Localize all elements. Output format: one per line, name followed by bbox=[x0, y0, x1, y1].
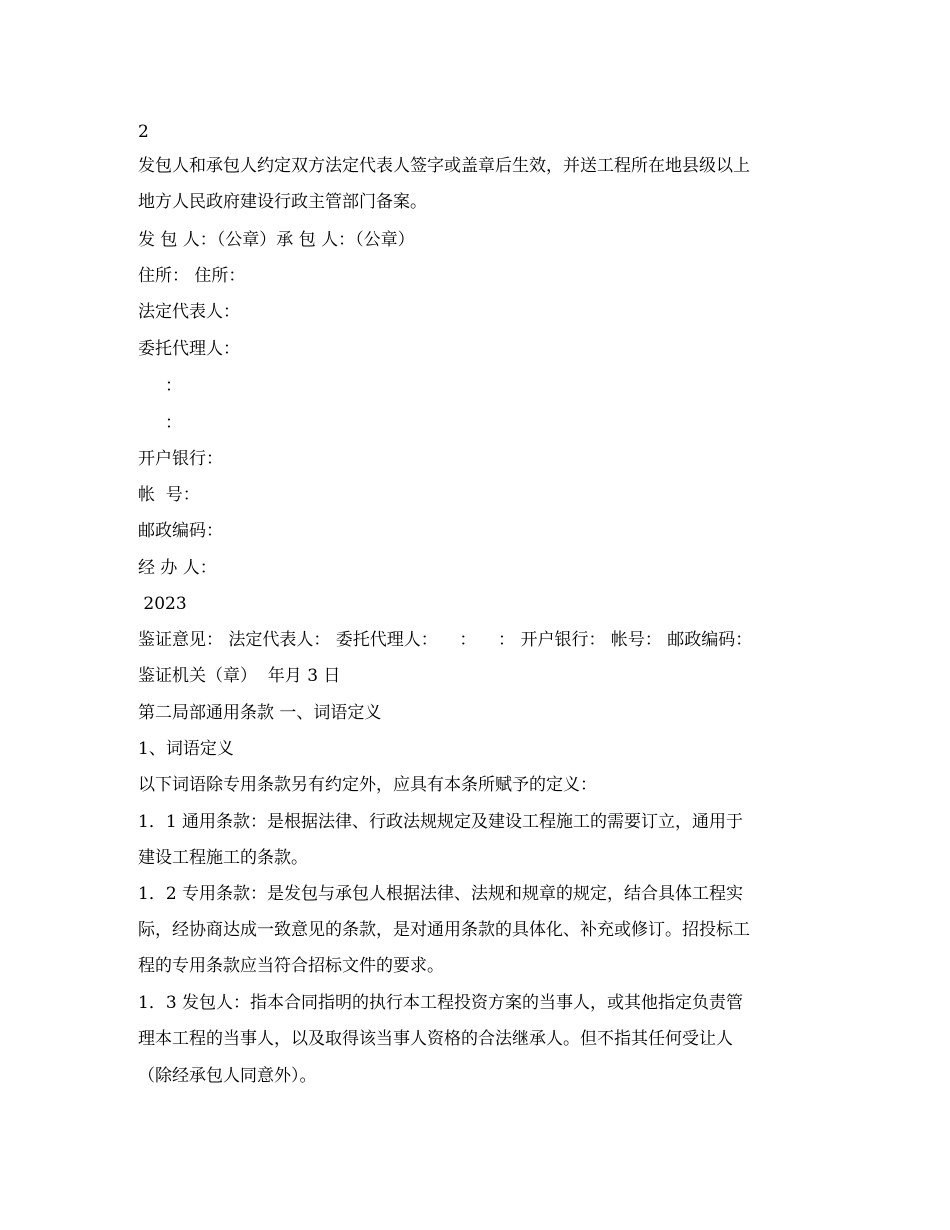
paragraph-line: 以下词语除专用条款另有约定外，应具有本条所赋予的定义： bbox=[138, 775, 597, 795]
authorized-agent-line: 委托代理人： bbox=[138, 339, 240, 359]
clause-line: 程的专用条款应当符合招标文件的要求。 bbox=[138, 956, 444, 976]
clause-line: 1．2 专用条款：是发包与承包人根据法律、法规和规章的规定，结合具体工程实 bbox=[138, 884, 744, 904]
blank-colon-line: ： bbox=[138, 413, 183, 433]
bank-line: 开户银行： bbox=[138, 449, 223, 469]
paragraph-line: 地方人民政府建设行政主管部门备案。 bbox=[138, 192, 427, 212]
clause-line: 1．3 发包人：指本合同指明的执行本工程投资方案的当事人，或其他指定负责管 bbox=[138, 993, 744, 1013]
postal-code-line: 邮政编码： bbox=[138, 521, 223, 541]
paragraph-line: 发包人和承包人约定双方法定代表人签字或盖章后生效，并送工程所在地县级以上 bbox=[138, 156, 750, 176]
address-line: 住所： 住所： bbox=[138, 266, 246, 286]
clause-line: 1．1 通用条款：是根据法律、行政法规规定及建设工程施工的需要订立，通用于 bbox=[138, 812, 744, 832]
subsection-heading: 1、词语定义 bbox=[138, 739, 234, 759]
section-heading: 第二局部通用条款 一、词语定义 bbox=[138, 703, 382, 723]
page-number: 2 bbox=[138, 122, 149, 142]
signature-party-line: 发 包 人：（公章）承 包 人：（公章） bbox=[138, 230, 415, 250]
blank-colon-line: ： bbox=[138, 376, 183, 396]
clause-line: 际，经协商达成一致意见的条款，是对通用条款的具体化、补充或修订。招投标工 bbox=[138, 920, 750, 940]
clause-line: （除经承包人同意外）。 bbox=[138, 1066, 317, 1086]
account-line: 帐 号： bbox=[138, 485, 200, 505]
year-line: 2023 bbox=[138, 594, 187, 614]
legal-representative-line: 法定代表人： bbox=[138, 302, 240, 322]
clause-line: 理本工程的当事人，以及取得该当事人资格的合法继承人。但不指其任何受让人 bbox=[138, 1029, 733, 1049]
handler-line: 经 办 人： bbox=[138, 558, 217, 578]
attestation-line: 鉴证意见： 法定代表人： 委托代理人： ： ： 开户银行： 帐号： 邮政编码： bbox=[138, 630, 753, 650]
attestation-authority-line: 鉴证机关（章） 年月 3 日 bbox=[138, 666, 341, 686]
clause-line: 建设工程施工的条款。 bbox=[138, 848, 308, 868]
